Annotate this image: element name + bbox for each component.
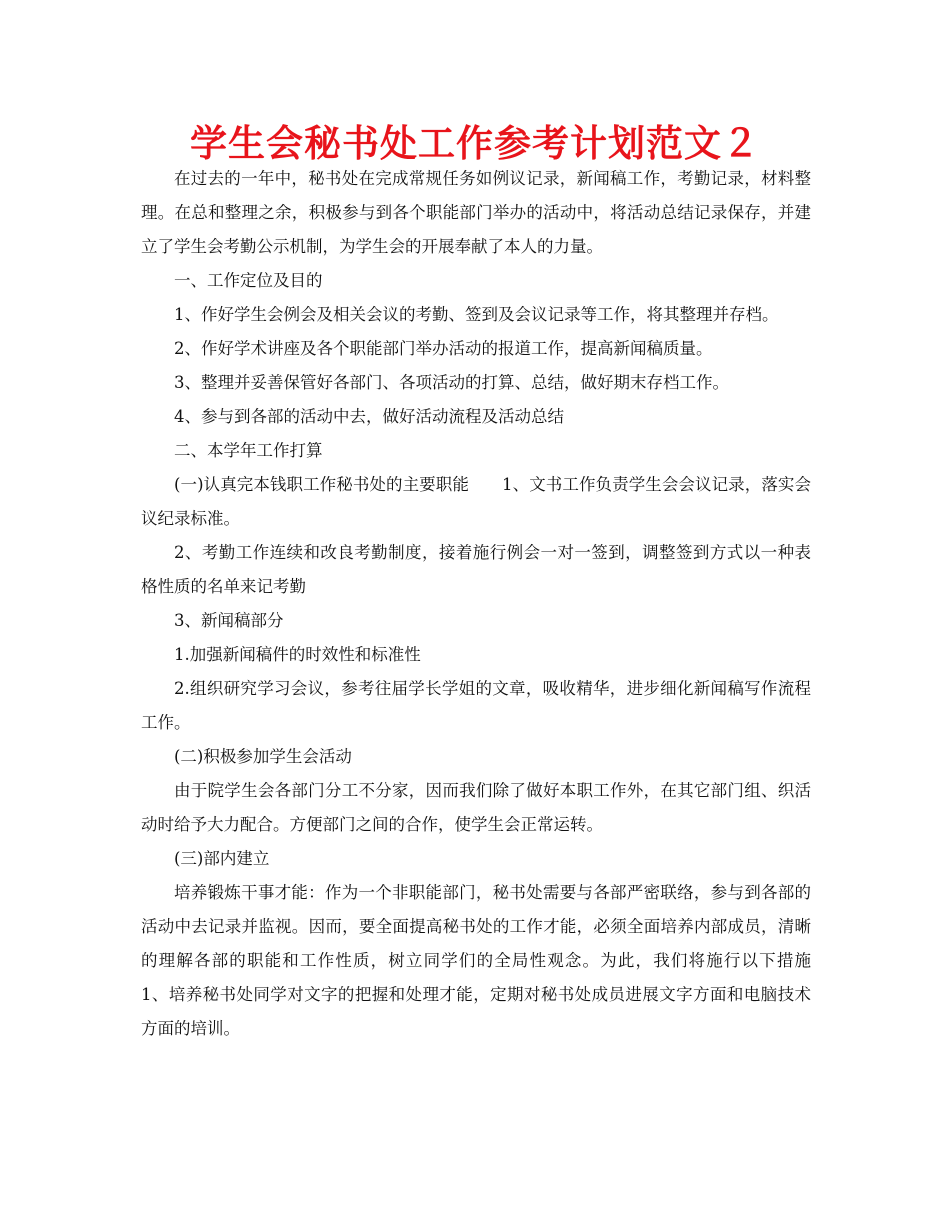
paragraph-item: 2、作好学术讲座及各个职能部门举办活动的报道工作，提高新闻稿质量。 — [174, 339, 713, 358]
paragraph-item: 2、考勤工作连续和改良考勤制度，接着施行例会一对一签到，调整签到方式以一种表格性质的名单来记考勤 — [141, 543, 811, 596]
paragraph-item: 2.组织研究学习会议，参考往届学长学姐的文章，吸收精华，进步细化新闻稿写作流程工作。 — [141, 679, 811, 732]
paragraph-item: 由于院学生会各部门分工不分家，因而我们除了做好本职工作外，在其它部门组、织活动时给予大力配合。方便部门之间的合作，使学生会正常运转。 — [141, 781, 811, 834]
section-heading-2: 二、本学年工作打算 — [174, 441, 323, 460]
section-heading-1: 一、工作定位及目的 — [174, 271, 323, 290]
paragraph-item: 1、作好学生会例会及相关会议的考勤、签到及会议记录等工作，将其整理并存档。 — [174, 305, 779, 324]
paragraph-item: 1.加强新闻稿件的时效性和标准性 — [174, 645, 421, 664]
document-body — [141, 162, 844, 1046]
paragraph-item: 3、整理并妥善保管好各部门、各项活动的打算、总结，做好期末存档工作。 — [174, 373, 729, 392]
page-title: 学生会秘书处工作参考计划范文２ — [190, 122, 760, 165]
paragraph-intro: 在过去的一年中，秘书处在完成常规任务如例议记录，新闻稿工作，考勤记录，材料整理。在总和整理之余，积极参与到各个职能部门举办的活动中，将活动总结记录保存，并建立了学生会考勤公示机制，为学生会的开展奉献了本人的力量。 — [141, 169, 811, 256]
subsection-heading: (二)积极参加学生会活动 — [174, 747, 352, 766]
paragraph-item: 4、参与到各部的活动中去，做好活动流程及活动总结 — [174, 407, 564, 426]
subsection-heading: (三)部内建立 — [174, 849, 270, 868]
paragraph-item: 3、新闻稿部分 — [174, 611, 284, 630]
paragraph-item: 培养锻炼干事才能：作为一个非职能部门，秘书处需要与各部严密联络，参与到各部的活动中去记录并监视。因而，要全面提高秘书处的工作才能，必须全面培养内部成员，清晰的理解各部的职能和工作性质，树立同学们的全局性观念。为此，我们将施行以下措施 1、培养秘书处同学对文字的把握和处理才能，定期对秘书处成员进展文字方面和电脑技术方面的培训。 — [141, 883, 844, 1038]
paragraph-item: (一)认真完本钱职工作秘书处的主要职能 1、文书工作负责学生会会议记录，落实会议纪录标准。 — [141, 475, 811, 528]
